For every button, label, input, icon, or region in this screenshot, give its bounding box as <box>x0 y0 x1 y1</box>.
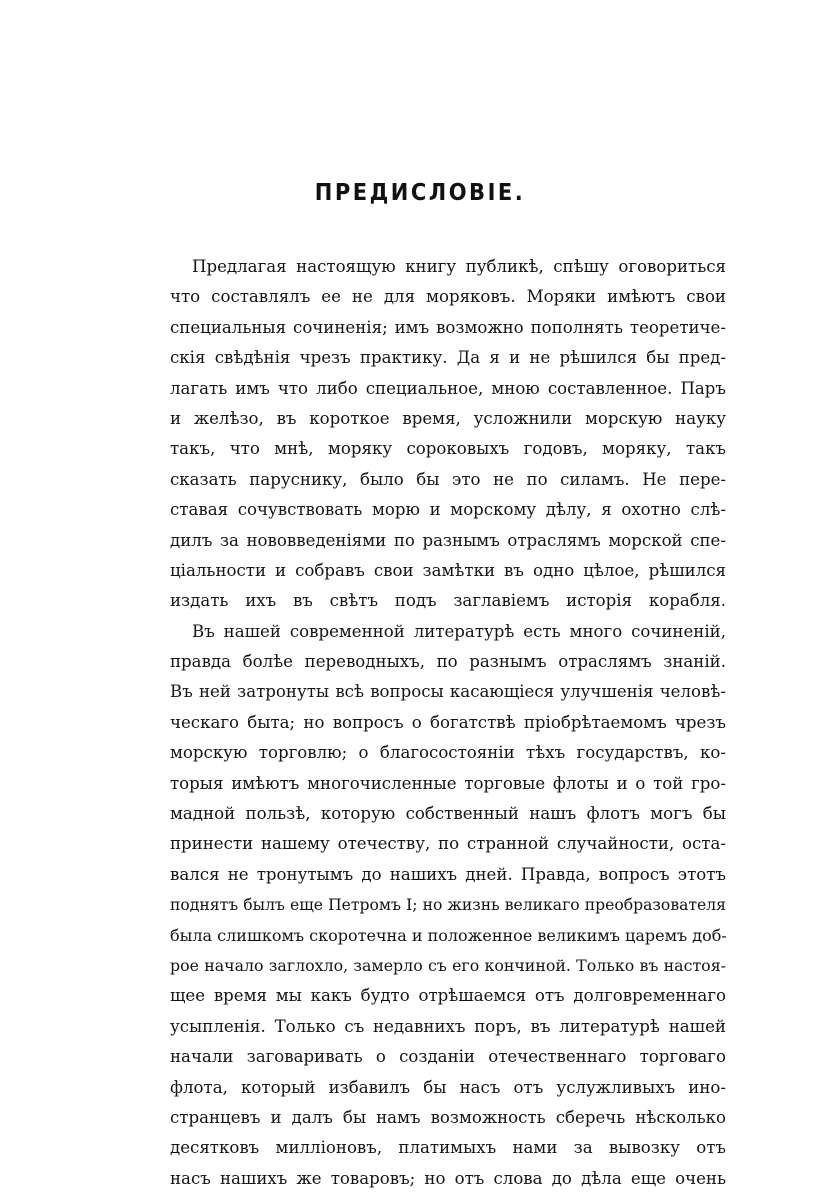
text-line: такъ, что мнѣ, моряку сороковыхъ годовъ, моряку, такъ <box>170 439 726 459</box>
text-line: морскую торговлю; о благосостоянiи тѣхъ государствъ, ко- <box>170 743 726 763</box>
text-line: дилъ за нововведенiями по разнымъ отраслямъ морской спе- <box>170 530 726 550</box>
text-line: странцевъ и далъ бы намъ возможность сберечь нѣсколько <box>170 1107 726 1127</box>
text-line: цiальности и собравъ свои замѣтки въ одно цѣлое, рѣшился <box>170 560 726 580</box>
text-line: правда болѣе переводныхъ, по разнымъ отраслямъ знанiй. <box>170 652 726 672</box>
text-line: что составлялъ ее не для моряковъ. Моряки имѣютъ свои <box>170 287 726 307</box>
page-title: ПРЕДИСЛОВIЕ. <box>314 178 526 206</box>
text-line: поднятъ былъ еще Петромъ I; но жизнь великаго преобразователя <box>170 896 726 915</box>
text-line: рое начало заглохло, замерло съ его кончиной. Только въ настоя- <box>170 955 726 975</box>
text-line: насъ нашихъ же товаровъ; но отъ слова до дѣла еще очень <box>170 1168 726 1188</box>
text-line: ческаго быта; но вопросъ о богатствѣ прiобрѣтаемомъ чрезъ <box>170 712 726 732</box>
text-line: мадной пользѣ, которую собственный нашъ флотъ могъ бы <box>170 804 726 824</box>
text-line: специальныя сочиненiя; имъ возможно пополнять теоретиче- <box>170 317 726 337</box>
text-line: и желѣзо, въ короткое время, усложнили морскую науку <box>170 408 726 428</box>
text-line: лагать имъ что либо специальное, мною составленное. Паръ <box>170 378 726 398</box>
text-line: сказать паруснику, было бы это не по силамъ. Не пере- <box>170 469 726 489</box>
text-line: Въ нашей современной литературѣ есть много сочиненiй, <box>192 621 726 641</box>
text-line: принести нашему отечеству, по странной случайности, оста- <box>170 834 726 854</box>
text-line: Въ ней затронуты всѣ вопросы касающiеся улучшенiя человѣ- <box>170 682 726 702</box>
text-line: щее время мы какъ будто отрѣшаемся отъ долговременнаго <box>170 986 726 1006</box>
text-line: десятковъ миллiоновъ, платимыхъ нами за вывозку отъ <box>170 1138 726 1158</box>
text-line: усыпленiя. Только съ недавнихъ поръ, въ литературѣ нашей <box>170 1016 726 1036</box>
text-line: начали заговаривать о созданiи отечественнаго торговаго <box>170 1047 726 1067</box>
text-line: вался не тронутымъ до нашихъ дней. Правда, вопросъ этотъ <box>170 864 726 884</box>
text-line: ставая сочувствовать морю и морскому дѣлу, я охотно слѣ- <box>170 500 726 520</box>
preface-text <box>170 252 726 1194</box>
text-line: флота, который избавилъ бы насъ отъ услужливыхъ ино- <box>170 1077 726 1097</box>
text-line: была слишкомъ скоротечна и положенное великимъ царемъ доб- <box>170 925 727 945</box>
text-line: Предлагая настоящую книгу публикѣ, спѣшу оговориться <box>192 257 726 276</box>
text-line: скiя свѣдѣнiя чрезъ практику. Да я и не рѣшился бы пред- <box>170 348 726 368</box>
text-line: торыя имѣютъ многочисленные торговые флоты и о той гро- <box>170 773 726 793</box>
text-line: издать ихъ въ свѣтъ подъ заглавiемъ исторiя корабля. <box>170 591 726 611</box>
